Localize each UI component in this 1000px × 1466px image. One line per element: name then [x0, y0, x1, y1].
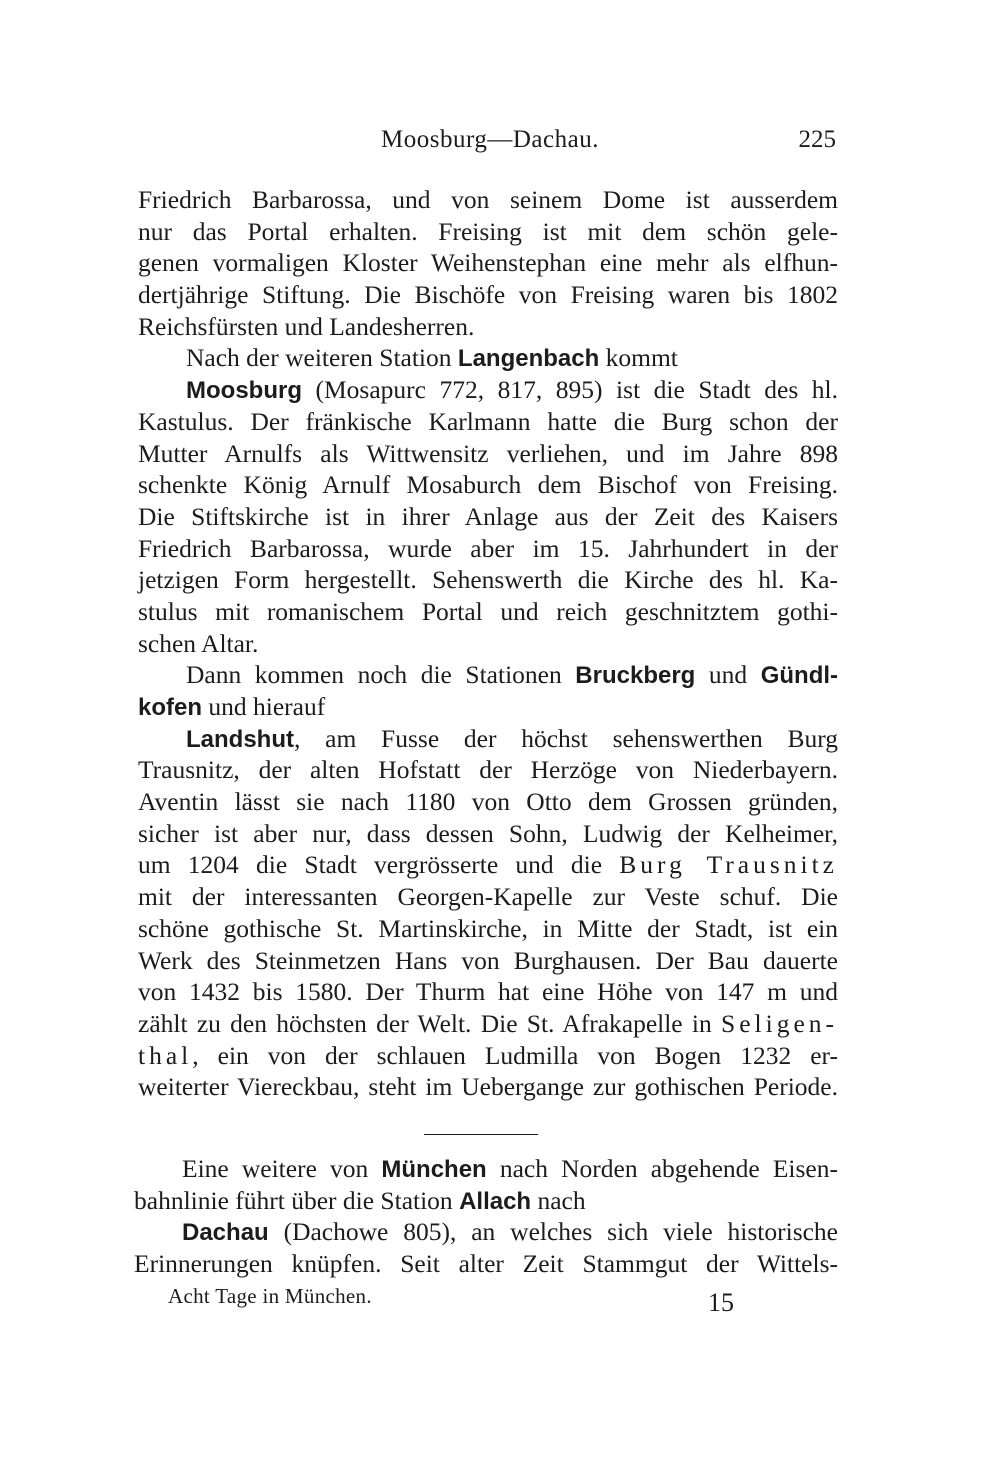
- body-text: [138, 184, 838, 1103]
- text-line: weiterter Viereckbau, steht im Uebergange zur gothischen Periode.: [138, 1072, 838, 1102]
- text-line: [138, 691, 838, 723]
- text-line: Kastulus. Der fränkische Karlmann hatte die Burg schon der: [138, 406, 838, 436]
- text-line: jetzigen Form hergestellt. Sehenswerth die Kirche des hl. Ka-: [138, 565, 838, 595]
- text-line: schöne gothische St. Martinskirche, in Mitte der Stadt, ist ein: [138, 913, 838, 943]
- text-run: (Dachowe 805), an welches sich viele historische: [283, 1217, 839, 1247]
- text-line: [134, 1153, 838, 1185]
- place-name-guendlkofen-cont: kofen: [138, 694, 203, 721]
- text-line: schenkte König Arnulf Mosaburch dem Bischof von Freising.: [138, 470, 838, 500]
- page-number: 225: [798, 126, 836, 153]
- text-line: genen vormaligen Kloster Weihenstephan eine mehr als elfhun-: [138, 248, 838, 278]
- running-title: Moosburg—Dachau.: [381, 126, 599, 153]
- text-run: um 1204 die Stadt vergrösserte und die: [138, 850, 603, 880]
- text-line: Reichsfürsten und Landesherren.: [138, 311, 475, 341]
- text-run: und hierauf: [208, 692, 326, 721]
- text-line: Werk des Steinmetzen Hans von Burghausen. Der Bau dauerte: [138, 945, 838, 975]
- text-line: schen Altar.: [138, 628, 259, 658]
- text-line: Friedrich Barbarossa, und von seinem Dome ist ausserdem: [138, 185, 838, 214]
- text-line: [138, 849, 838, 881]
- text-line: Erinnerungen knüpfen. Seit alter Zeit Stammgut der Wittels-: [134, 1249, 838, 1279]
- text-run: und: [708, 660, 748, 690]
- text-line: [138, 1008, 838, 1040]
- place-name-moosburg: Moosburg: [186, 377, 302, 405]
- place-name-landshut: Landshut: [186, 725, 294, 753]
- text-run: Eine weitere von: [182, 1154, 369, 1183]
- signature-number: 15: [708, 1288, 734, 1317]
- place-name-guendlkofen: Gündl-: [760, 662, 839, 690]
- section-divider: [424, 1134, 538, 1135]
- text-line: Aventin lässt sie nach 1180 von Otto dem Grossen gründen,: [138, 787, 838, 817]
- text-line: Mutter Arnulfs als Wittwensitz verliehen, und im Jahre 898: [138, 438, 838, 468]
- place-name-bruckberg: Bruckberg: [575, 662, 696, 690]
- text-run: Dann kommen noch die Stationen: [186, 660, 562, 690]
- text-run: zählt zu den höchsten der Welt. Die St. Afrakapelle in: [138, 1008, 712, 1038]
- text-run: , am Fusse der höchst sehenswerthen Burg: [294, 723, 838, 753]
- text-line: dertjährige Stiftung. Die Bischöfe von Freising waren bis 1802: [138, 280, 838, 310]
- spaced-name-burg-trausnitz: Burg Trausnitz: [619, 850, 839, 880]
- text-line: Die Stiftskirche ist in ihrer Anlage aus der Zeit des Kaisers: [138, 501, 838, 531]
- signature-title: Acht Tage in München.: [168, 1284, 372, 1308]
- text-run: , ein von der schlauen Ludmilla von Bogen 1232 er-: [192, 1040, 838, 1070]
- text-line: [138, 723, 838, 755]
- place-name-muenchen: München: [381, 1156, 487, 1183]
- text-line: von 1432 bis 1580. Der Thurm hat eine Höhe von 147 m und: [138, 977, 838, 1007]
- page-header: [140, 126, 840, 166]
- text-line: [138, 374, 838, 406]
- spaced-name-seligenthal: Seligen-: [721, 1008, 839, 1038]
- place-name-dachau: Dachau: [182, 1219, 269, 1247]
- text-line: [138, 342, 838, 374]
- text-line: [138, 659, 838, 691]
- text-line: Trausnitz, der alten Hofstatt der Herzöge von Niederbayern.: [138, 755, 838, 785]
- text-line: nur das Portal erhalten. Freising ist mit dem schön gele-: [138, 216, 838, 246]
- place-name-langenbach: Langenbach: [457, 345, 600, 373]
- text-line: [134, 1185, 838, 1217]
- text-run: bahnlinie führt über die Station: [134, 1185, 453, 1215]
- text-run: kommt: [605, 343, 678, 373]
- text-line: [138, 1040, 838, 1072]
- text-run: (Mosapurc 772, 817, 895) ist die Stadt des hl.: [315, 375, 839, 405]
- text-line: Friedrich Barbarossa, wurde aber im 15. Jahrhundert in der: [138, 533, 838, 563]
- text-run: nach Norden abgehende Eisen-: [499, 1154, 838, 1183]
- spaced-name-seligenthal-cont: thal: [138, 1040, 193, 1070]
- text-line: mit der interessanten Georgen-Kapelle zur Veste schuf. Die: [138, 882, 838, 912]
- place-name-allach: Allach: [459, 1187, 532, 1215]
- body-text-section-2: [134, 1153, 838, 1280]
- text-run: Nach der weiteren Station: [186, 343, 452, 373]
- page-footer: [168, 1284, 748, 1324]
- text-run: nach: [537, 1185, 586, 1215]
- text-line: [134, 1216, 838, 1248]
- text-line: stulus mit romanischem Portal und reich geschnitztem gothi-: [138, 596, 838, 626]
- text-line: sicher ist aber nur, dass dessen Sohn, Ludwig der Kelheimer,: [138, 818, 838, 848]
